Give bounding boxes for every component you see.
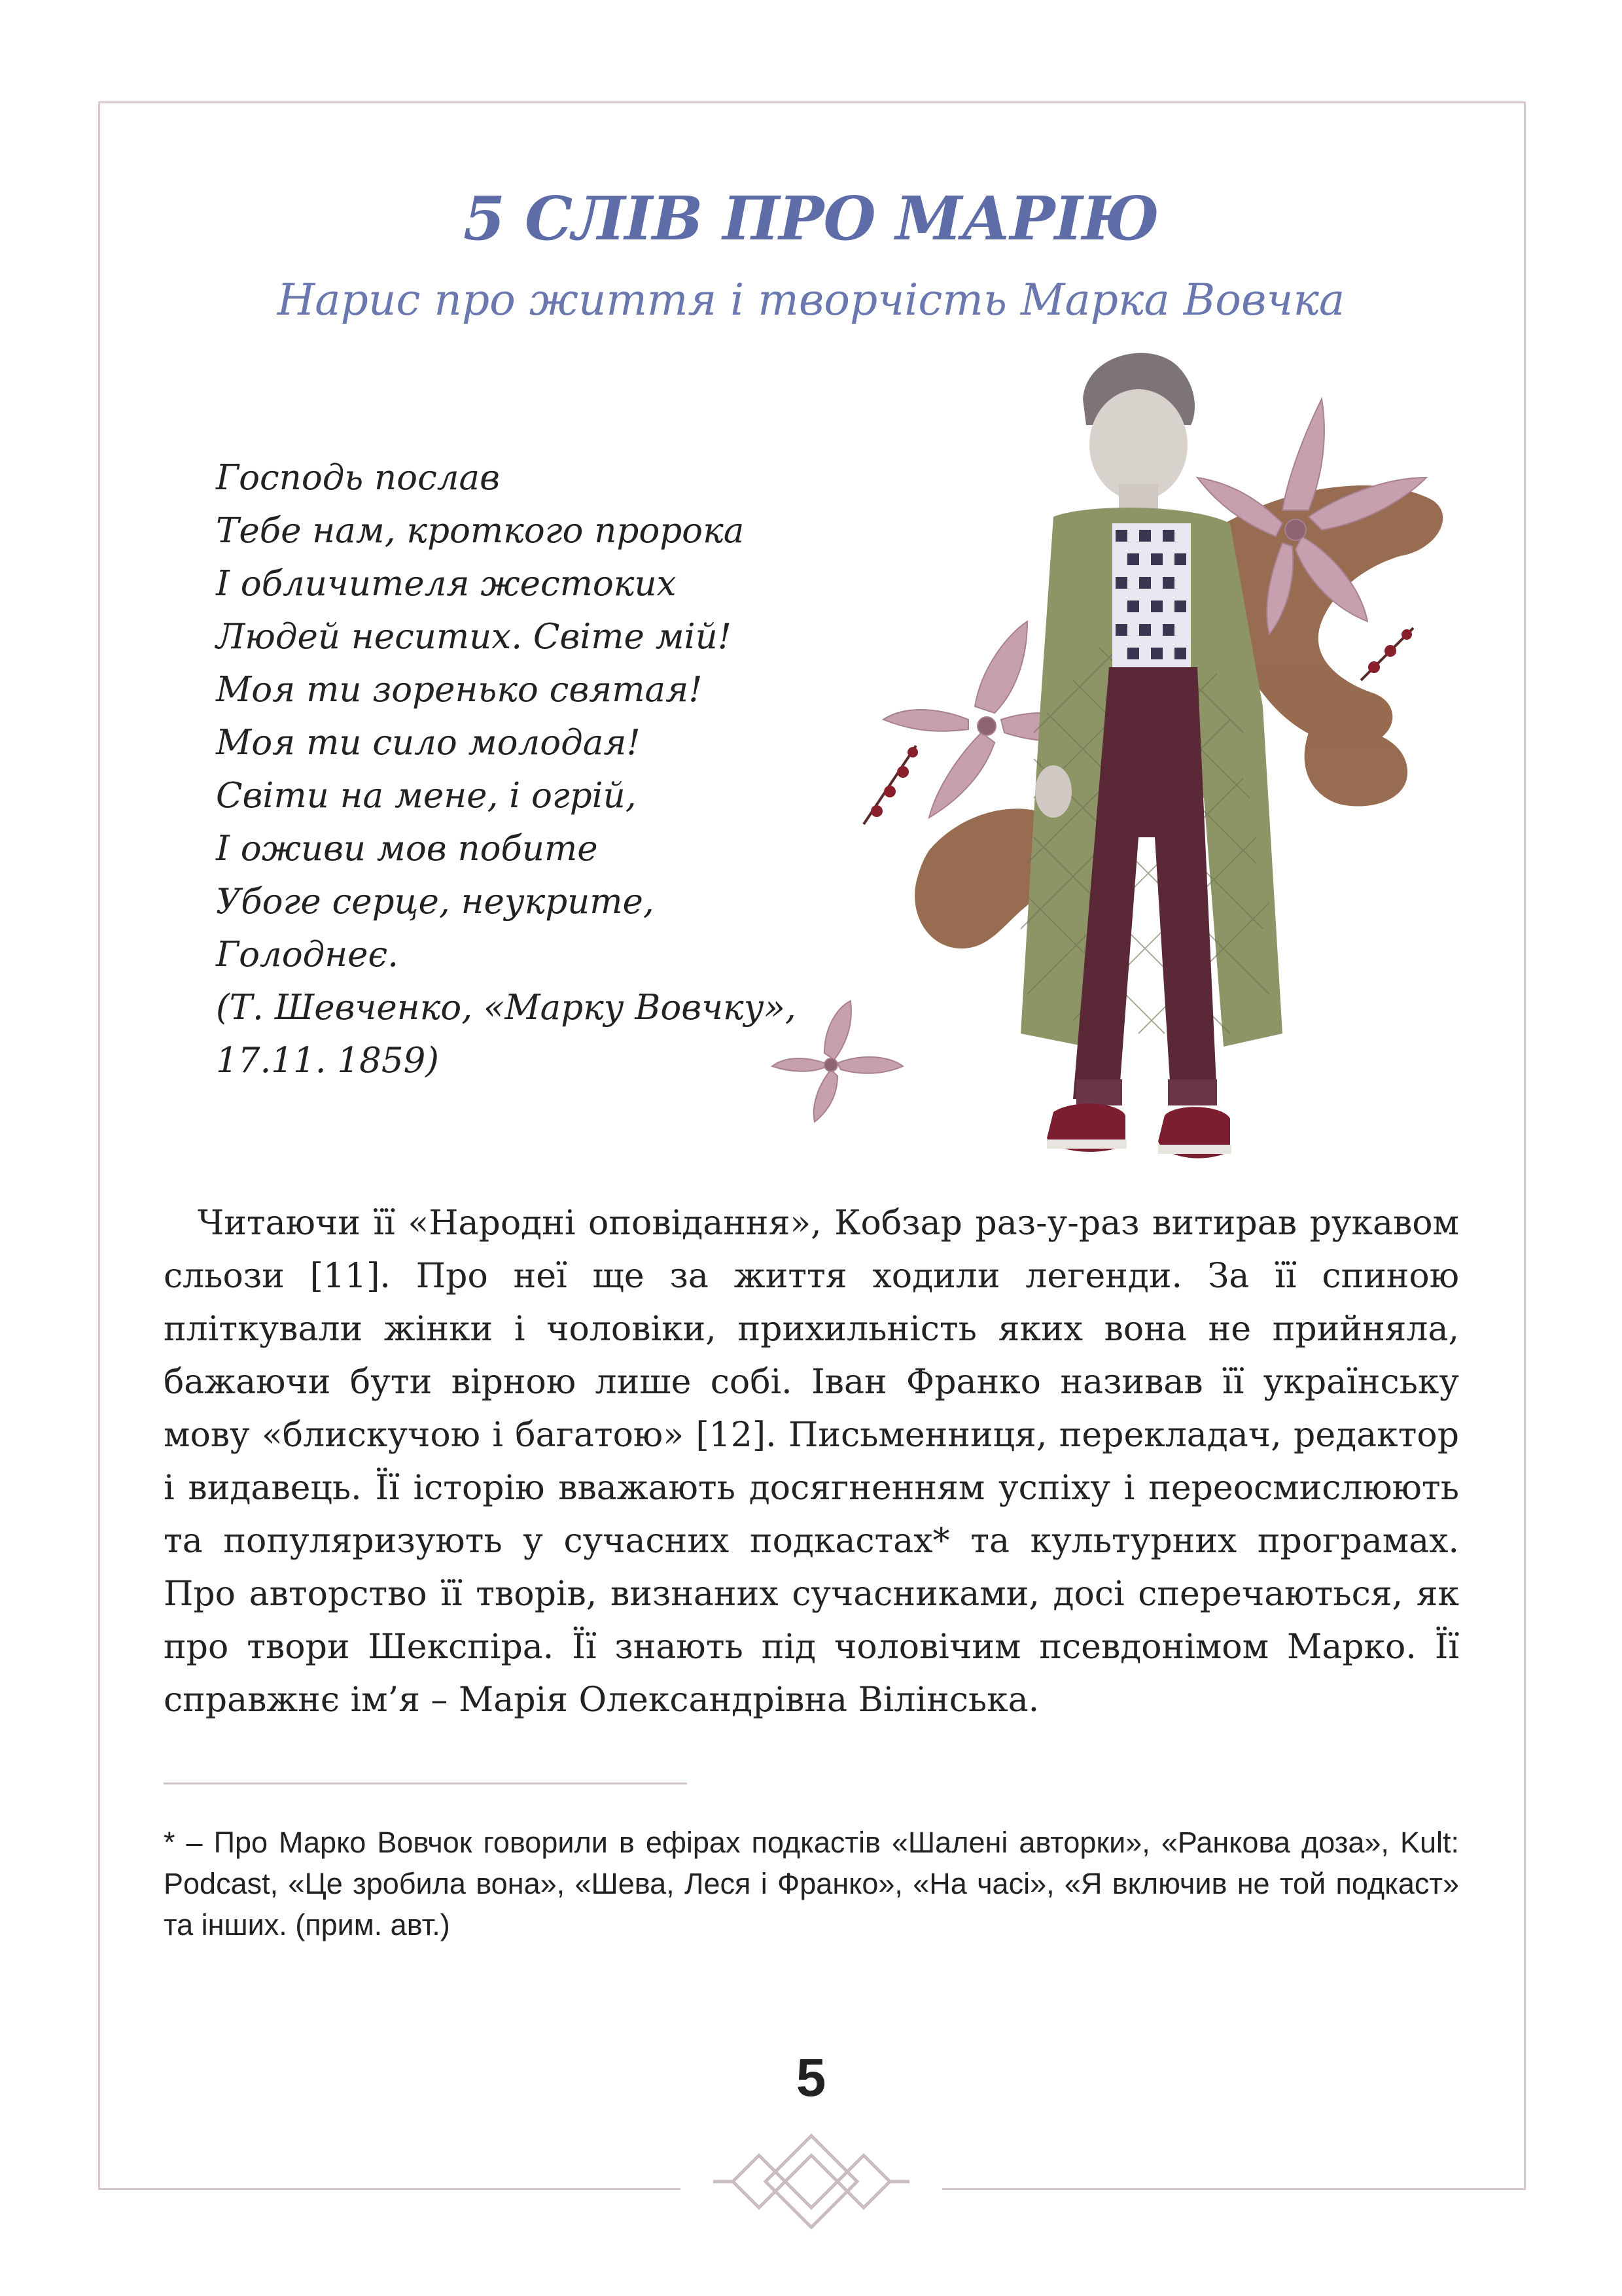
poem-line: І обличителя жестоких [216, 564, 677, 604]
poem-citation-date: 17.11. 1859) [216, 1041, 439, 1081]
page-number: 5 [796, 2048, 826, 2108]
paragraph-text: Читаючи її «Народні оповідання», Кобзар раз-у-раз витирав рукавом сльози [11]. Про неї ще за життя ходили легенди. За її спиною пліткували жінки і чоловіки, прихильність яких вона не прийняла, бажаючи бути вірною лише собі. Іван Франко називав її українську мову «блискучою і багатою» [12]. Письменниця, перекладач, редактор і видавець. Її історію вважають досягненням успіху і переосмислюють та популяризують у сучасних подкастах* та культурних програмах. Про авторство її творів, визнаних сучасниками, досі сперечаються, як про твори Шекспіра. Її знають під чоловічим псевдонімом Марко. Її справжнє ім’я – Марія Олександрівна Вілінська. [164, 1204, 1459, 1720]
main-paragraph [164, 1197, 1459, 1727]
diamond-ornament-icon [707, 2129, 916, 2234]
poem-line: Людей неситих. Світе мій! [216, 617, 732, 657]
poem-line: Убоге серце, неукрите, [216, 882, 654, 922]
collage-illustration [746, 340, 1518, 1204]
flower-icon [772, 1001, 903, 1122]
poem-line: Голоднеє. [216, 935, 399, 975]
poem-line: І оживи мов побите [216, 829, 598, 869]
page-subtitle: Нарис про життя і творчість Марка Вовчка [277, 275, 1345, 325]
footnote-divider [164, 1783, 687, 1784]
footnote: * – Про Марко Вовчок говорили в ефірах подкастів «Шалені авторки», «Ранкова доза», Kult: Podcast, «Це зробила вона», «Шева, Леся і Франко», «На часі», «Я включив не той подкаст» та інших. (прим. авт.) [164, 1826, 1459, 1941]
poem-citation: (Т. Шевченко, «Марку Вовчку», [216, 988, 796, 1028]
page-title: 5 СЛІВ ПРО МАРІЮ [463, 183, 1159, 254]
poem-line: Моя ти сило молодая! [216, 723, 641, 763]
poem-line: Світи на мене, і огрій, [216, 776, 637, 816]
poem-line: Моя ти зоренько святая! [216, 670, 703, 710]
woman-figure [1021, 353, 1282, 1158]
poem-line: Господь послав [216, 458, 500, 498]
poem-line: Тебе нам, кроткого пророка [216, 511, 745, 551]
